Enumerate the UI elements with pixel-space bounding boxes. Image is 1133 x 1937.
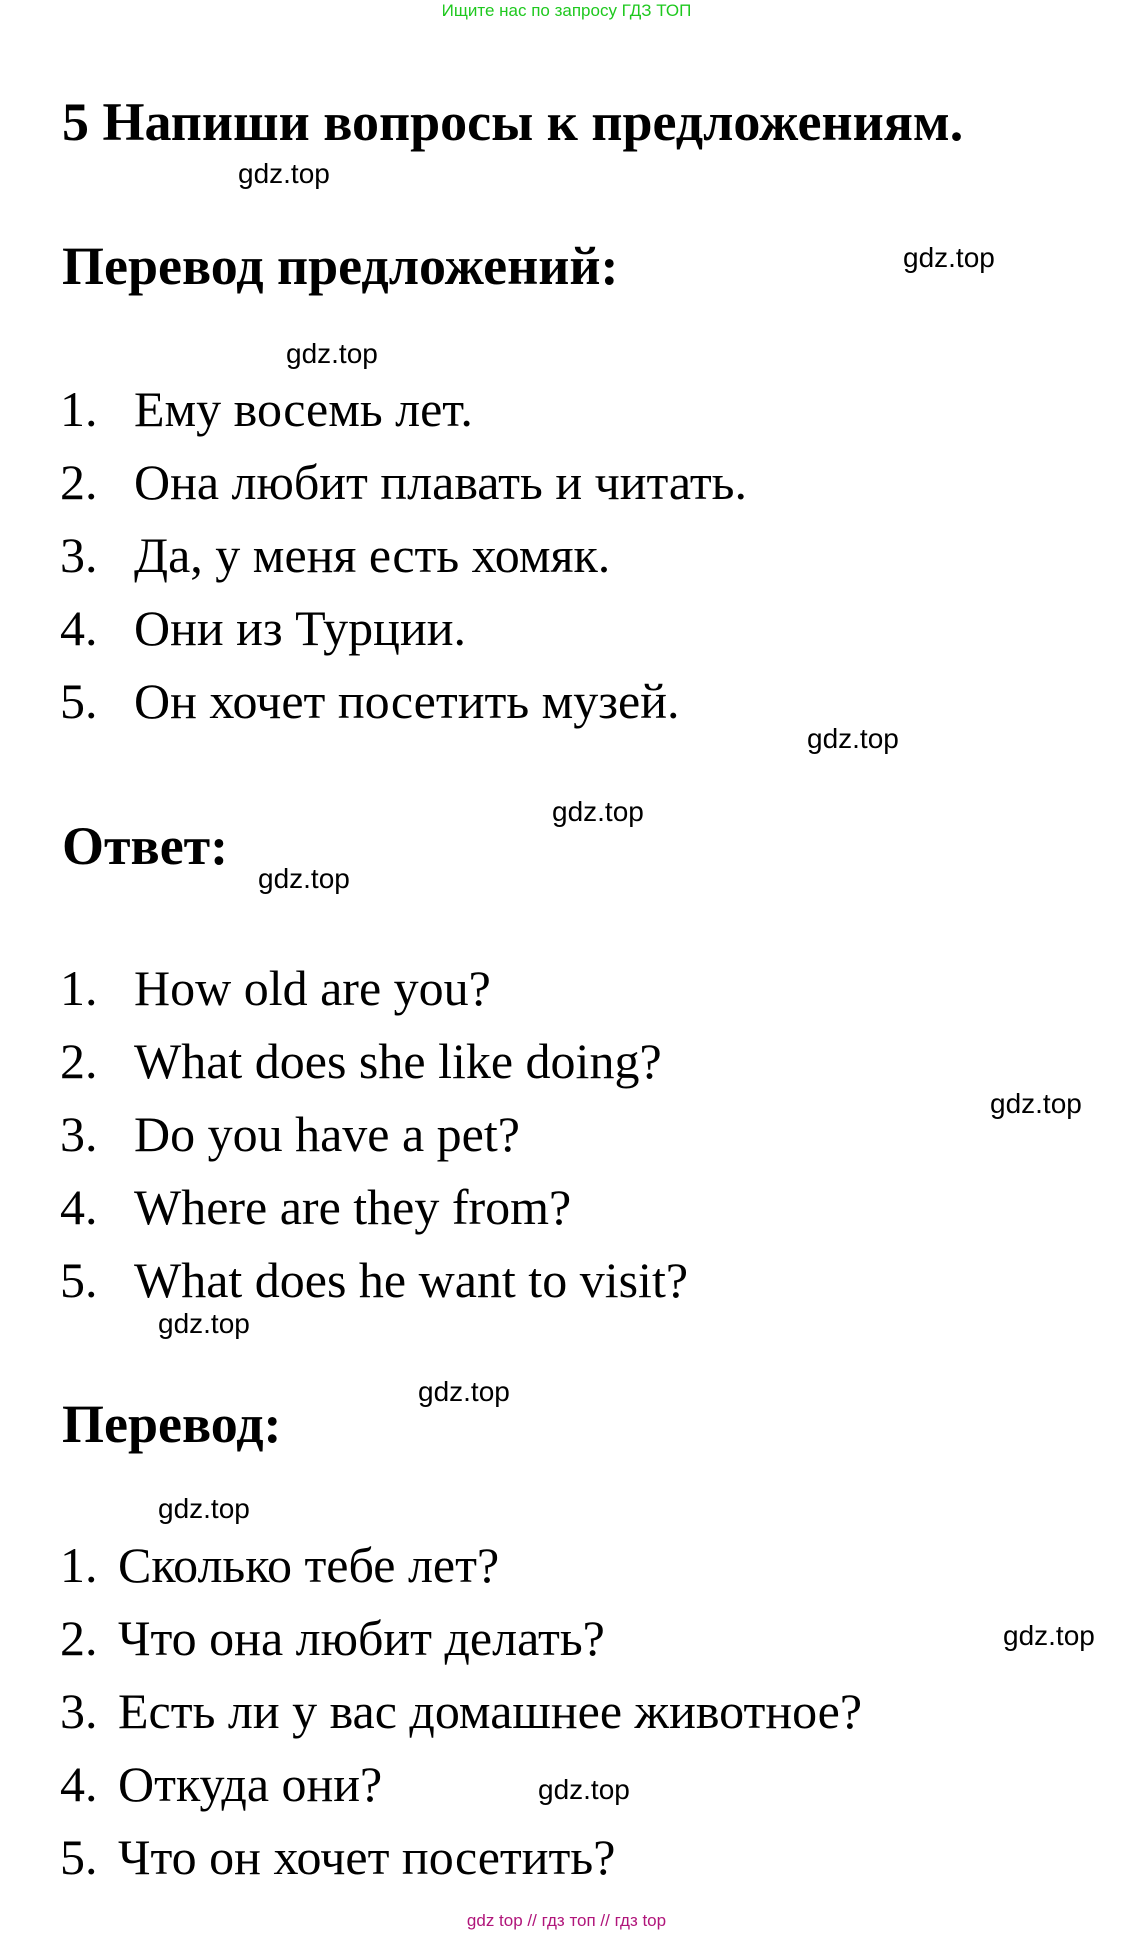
list-item-text: Есть ли у вас домашнее животное? (118, 1683, 863, 1739)
watermark: gdz.top (158, 1308, 250, 1339)
list-item (60, 446, 747, 519)
list-item-text: Он хочет посетить музей. (134, 673, 680, 729)
list-item-number: 3. (60, 1683, 98, 1739)
list-item-number: 5. (60, 673, 98, 729)
list-item-number: 4. (60, 600, 98, 656)
watermark: gdz.top (990, 1088, 1082, 1119)
list-item (60, 519, 747, 592)
list-item (60, 1098, 688, 1171)
list-item (60, 1171, 688, 1244)
top-banner: Ищите нас по запросу ГДЗ ТОП (441, 1, 692, 20)
list-item-text: Что она любит делать? (118, 1610, 605, 1666)
list-item (60, 952, 688, 1025)
list-item-number: 1. (60, 1537, 98, 1593)
list-item-text: Where are they from? (134, 1179, 572, 1235)
list-item (60, 1675, 862, 1748)
list-item (60, 1821, 862, 1894)
list-item-number: 4. (60, 1179, 98, 1235)
list-item (60, 373, 747, 446)
footer: gdz top // гдз топ // гдз top (466, 1911, 667, 1930)
list-item-number: 1. (60, 960, 98, 1016)
answer-translation-section-title: Перевод: (62, 1394, 282, 1454)
list-item (60, 1244, 688, 1317)
list-item-text: Ему восемь лет. (134, 381, 473, 437)
list-item-text: Они из Турции. (134, 600, 466, 656)
list-item-text: What does she like doing? (134, 1033, 662, 1089)
list-item-number: 2. (60, 1610, 98, 1666)
watermark: gdz.top (903, 242, 995, 273)
translation-list (60, 373, 747, 738)
list-item-text: Она любит плавать и читать. (134, 454, 747, 510)
list-item-text: Сколько тебе лет? (118, 1537, 500, 1593)
translation-section-title: Перевод предложений: (62, 236, 619, 296)
watermark: gdz.top (158, 1493, 250, 1524)
watermark: gdz.top (238, 158, 330, 189)
list-item (60, 1025, 688, 1098)
list-item-text: Что он хочет посетить? (118, 1829, 616, 1885)
watermark: gdz.top (286, 338, 378, 369)
answer-translation-list (60, 1529, 862, 1894)
list-item (60, 1602, 862, 1675)
task-title: 5 Напиши вопросы к предложениям. (62, 92, 964, 152)
list-item (60, 665, 747, 738)
list-item-number: 4. (60, 1756, 98, 1812)
list-item-number: 5. (60, 1829, 98, 1885)
answer-section-title: Ответ: (62, 816, 229, 876)
list-item (60, 1748, 862, 1821)
watermark: gdz.top (552, 796, 644, 827)
watermark: gdz.top (1003, 1620, 1095, 1651)
list-item-number: 2. (60, 1033, 98, 1089)
list-item (60, 592, 747, 665)
list-item-number: 2. (60, 454, 98, 510)
list-item-text: What does he want to visit? (134, 1252, 689, 1308)
list-item-text: How old are you? (134, 960, 491, 1016)
list-item-number: 3. (60, 527, 98, 583)
list-item-text: Откуда они? (118, 1756, 383, 1812)
list-item-text: Do you have a pet? (134, 1106, 520, 1162)
list-item-number: 1. (60, 381, 98, 437)
list-item-text: Да, у меня есть хомяк. (134, 527, 611, 583)
watermark: gdz.top (418, 1376, 510, 1407)
list-item-number: 3. (60, 1106, 98, 1162)
answer-list (60, 952, 688, 1317)
watermark: gdz.top (538, 1774, 630, 1805)
watermark: gdz.top (807, 723, 899, 754)
list-item-number: 5. (60, 1252, 98, 1308)
watermark: gdz.top (258, 863, 350, 894)
list-item (60, 1529, 862, 1602)
